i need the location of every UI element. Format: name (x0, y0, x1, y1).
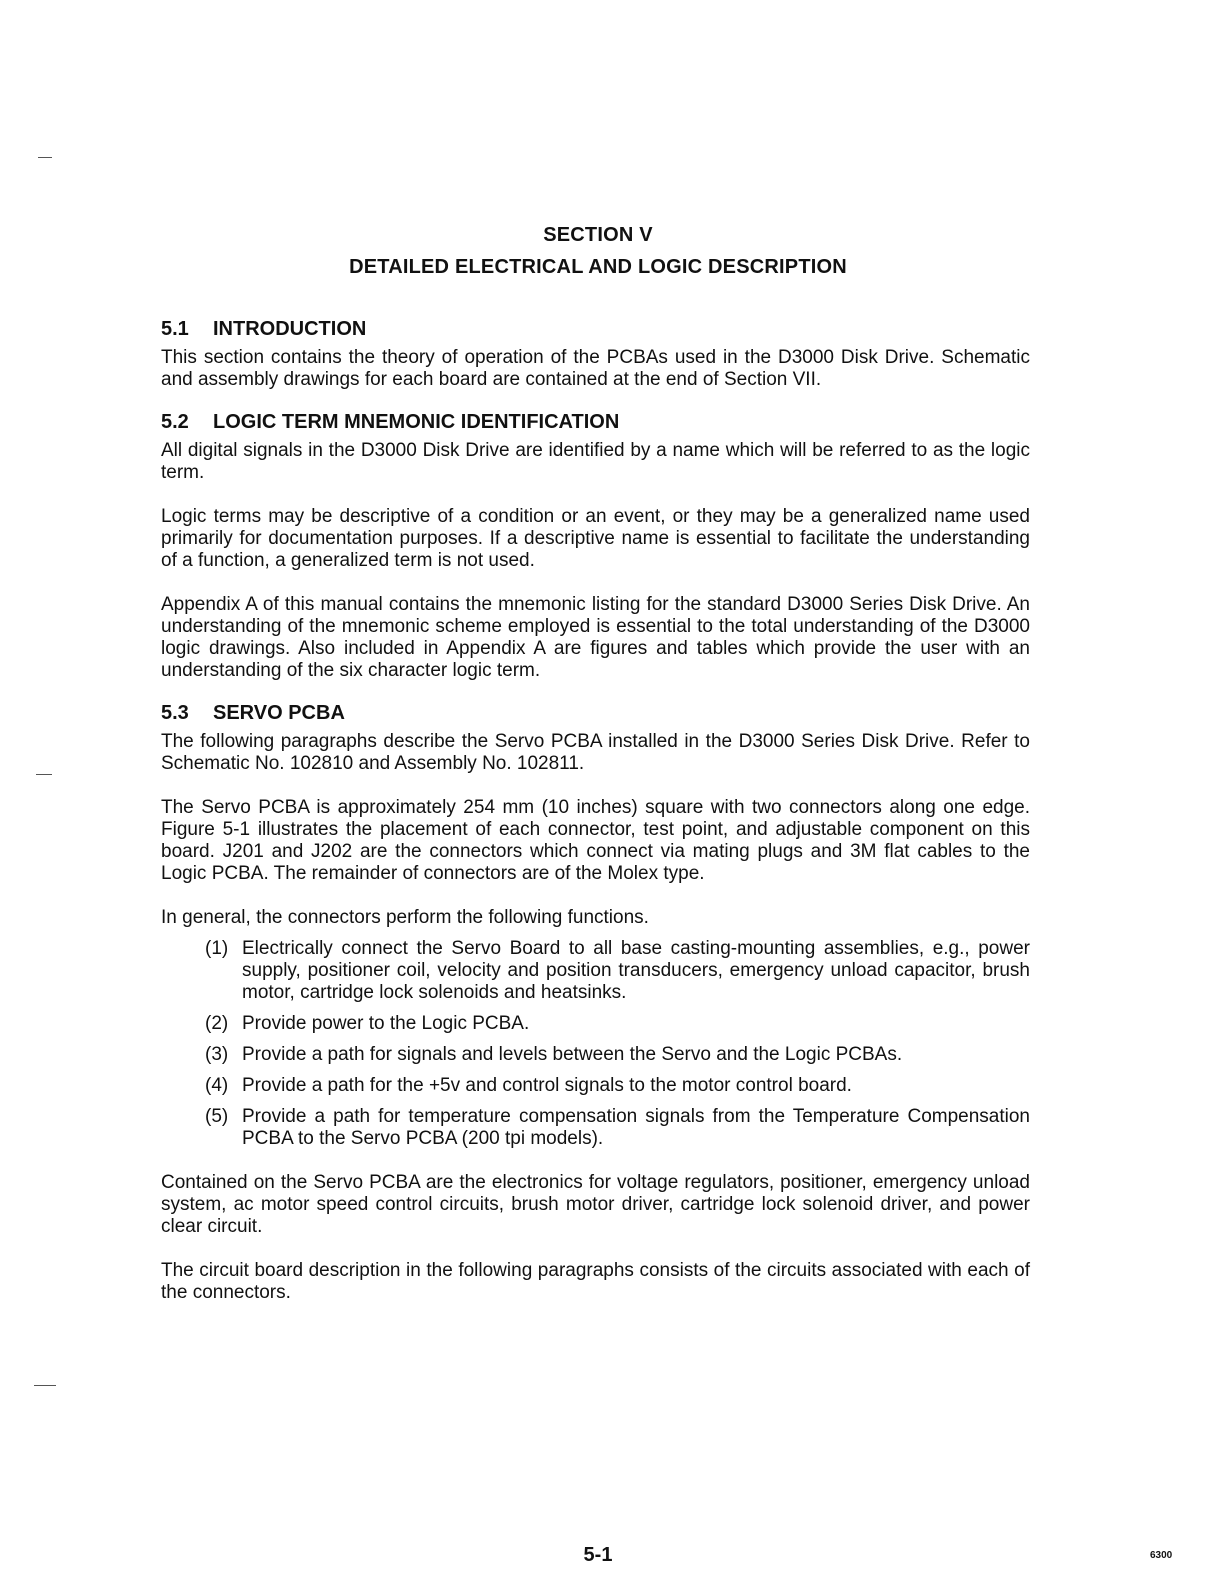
section-heading-5-1 (161, 318, 1030, 340)
section-heading-text: INTRODUCTION (213, 318, 367, 340)
list-item (161, 1013, 1030, 1035)
scan-margin-mark (38, 157, 52, 158)
paragraph: The Servo PCBA is approximately 254 mm (10 inches) square with two connectors along one edge. Figure 5-1 illustrates the placement of each connector, test point, and adjustable component on this board. J201 and J202 are the connectors which connect via mating plugs and 3M flat cables to the Logic PCBA. The remainder of connectors are of the Molex type. (161, 797, 1030, 884)
section-number: 5.1 (161, 318, 189, 340)
list-item (161, 1044, 1030, 1066)
list-item-text: Provide power to the Logic PCBA. (242, 1013, 530, 1034)
page-title: DETAILED ELECTRICAL AND LOGIC DESCRIPTION (349, 256, 847, 278)
list-item-text: Provide a path for the +5v and control signals to the motor control board. (242, 1075, 852, 1096)
list-marker: (2) (205, 1013, 229, 1034)
paragraph: This section contains the theory of operation of the PCBAs used in the D3000 Disk Drive. Schematic and assembly drawings for each board are contained at the end of Section VII. (161, 347, 1030, 390)
section-heading-5-3 (161, 702, 1030, 724)
section-heading-text: LOGIC TERM MNEMONIC IDENTIFICATION (213, 411, 620, 433)
list-item (161, 1075, 1030, 1097)
functions-list (161, 938, 1030, 1150)
scan-margin-mark (34, 1385, 56, 1386)
list-item-text: Provide a path for signals and levels between the Servo and the Logic PCBAs. (242, 1044, 903, 1065)
section-heading-text: SERVO PCBA (213, 702, 345, 724)
list-item-text: Provide a path for temperature compensation signals from the Temperature Compensation PCBA to the Servo PCBA (200 tpi models). (242, 1106, 1030, 1149)
scan-margin-mark (36, 774, 52, 775)
section-number: 5.3 (161, 702, 189, 724)
list-item-text: Electrically connect the Servo Board to all base casting-mounting assemblies, e.g., power supply, positioner coil, velocity and position transducers, emergency unload capacitor, brush motor, cartridge lock solenoids and heatsinks. (242, 938, 1030, 1003)
section-number: 5.2 (161, 411, 189, 433)
paragraph: Logic terms may be descriptive of a condition or an event, or they may be a generalized name used primarily for documentation purposes. If a descriptive name is essential to facilitate the understanding of a function, a generalized term is not used. (161, 506, 1030, 571)
paragraph: The circuit board description in the following paragraphs consists of the circuits associated with each of the connectors. (161, 1260, 1030, 1303)
list-marker: (1) (205, 938, 229, 959)
document-code: 6300 (1150, 1550, 1173, 1561)
list-marker: (5) (205, 1106, 229, 1127)
paragraph: In general, the connectors perform the following functions. (161, 907, 649, 928)
section-heading-5-2 (161, 411, 1030, 433)
body-content (161, 318, 1030, 1326)
paragraph: Contained on the Servo PCBA are the electronics for voltage regulators, positioner, emergency unload system, ac motor speed control circuits, brush motor driver, cartridge lock solenoid driver, and power clear circuit. (161, 1172, 1030, 1237)
section-label: SECTION V (543, 224, 653, 246)
list-item (161, 938, 1030, 1004)
list-marker: (3) (205, 1044, 229, 1065)
list-item (161, 1106, 1030, 1150)
paragraph: All digital signals in the D3000 Disk Drive are identified by a name which will be referred to as the logic term. (161, 440, 1030, 483)
paragraph: The following paragraphs describe the Servo PCBA installed in the D3000 Series Disk Drive. Refer to Schematic No. 102810 and Assembly No. 102811. (161, 731, 1030, 774)
list-marker: (4) (205, 1075, 229, 1096)
paragraph: Appendix A of this manual contains the mnemonic listing for the standard D3000 Series Disk Drive. An understanding of the mnemonic scheme employed is essential to the total understanding of the D3000 logic drawings. Also included in Appendix A are figures and tables which provide the user with an understanding of the six character logic term. (161, 594, 1030, 681)
page-number: 5-1 (583, 1544, 613, 1566)
